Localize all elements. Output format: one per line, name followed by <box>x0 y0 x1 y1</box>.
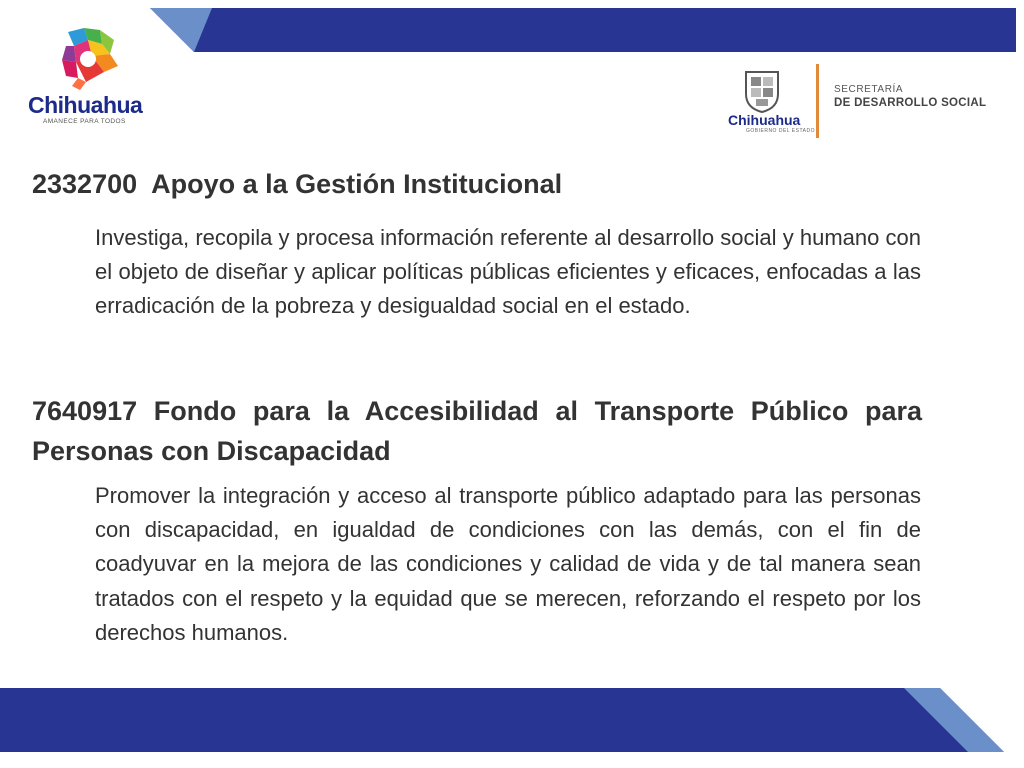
logo-tagline: AMANECE PARA TODOS <box>43 118 126 125</box>
bottom-decorative-band <box>0 680 1024 768</box>
section-text-1: Investiga, recopila y procesa información referente al desarrollo social y humano con el objeto de diseñar y aplicar políticas públicas eficientes y eficaces, enfocadas a las erradicación de la pobreza y desigualdad social en el estado. <box>95 225 921 319</box>
chihuahua-map-icon <box>26 26 156 92</box>
logo-wordmark: Chihuahua <box>28 92 143 118</box>
chihuahua-logo <box>26 26 156 130</box>
government-subtitle: GOBIERNO DEL ESTADO <box>746 128 815 134</box>
government-name: Chihuahua <box>728 112 801 128</box>
secretariat-logo <box>722 62 1012 142</box>
state-coat-of-arms-icon <box>742 68 782 114</box>
section-text-2: Promover la integración y acceso al transporte público adaptado para las personas con discapacidad, en igualdad de condiciones con las demás, con el fin de coadyuvar en la mejora de las condiciones y calidad de vida y de tal manera sean tratados con el respeto y la equidad que se merecen, reforzando el respeto por los derechos humanos. <box>95 483 921 645</box>
section-title-2: 7640917 Fondo para la Accesibilidad al Transporte Público para Personas con Discapacidad <box>32 396 922 466</box>
secretariat-line-1: SECRETARÍA <box>834 84 904 95</box>
section-title-1: 2332700 Apoyo a la Gestión Institucional <box>32 169 563 199</box>
secretariat-line-2: DE DESARROLLO SOCIAL <box>834 97 987 109</box>
logo-divider <box>816 64 819 138</box>
